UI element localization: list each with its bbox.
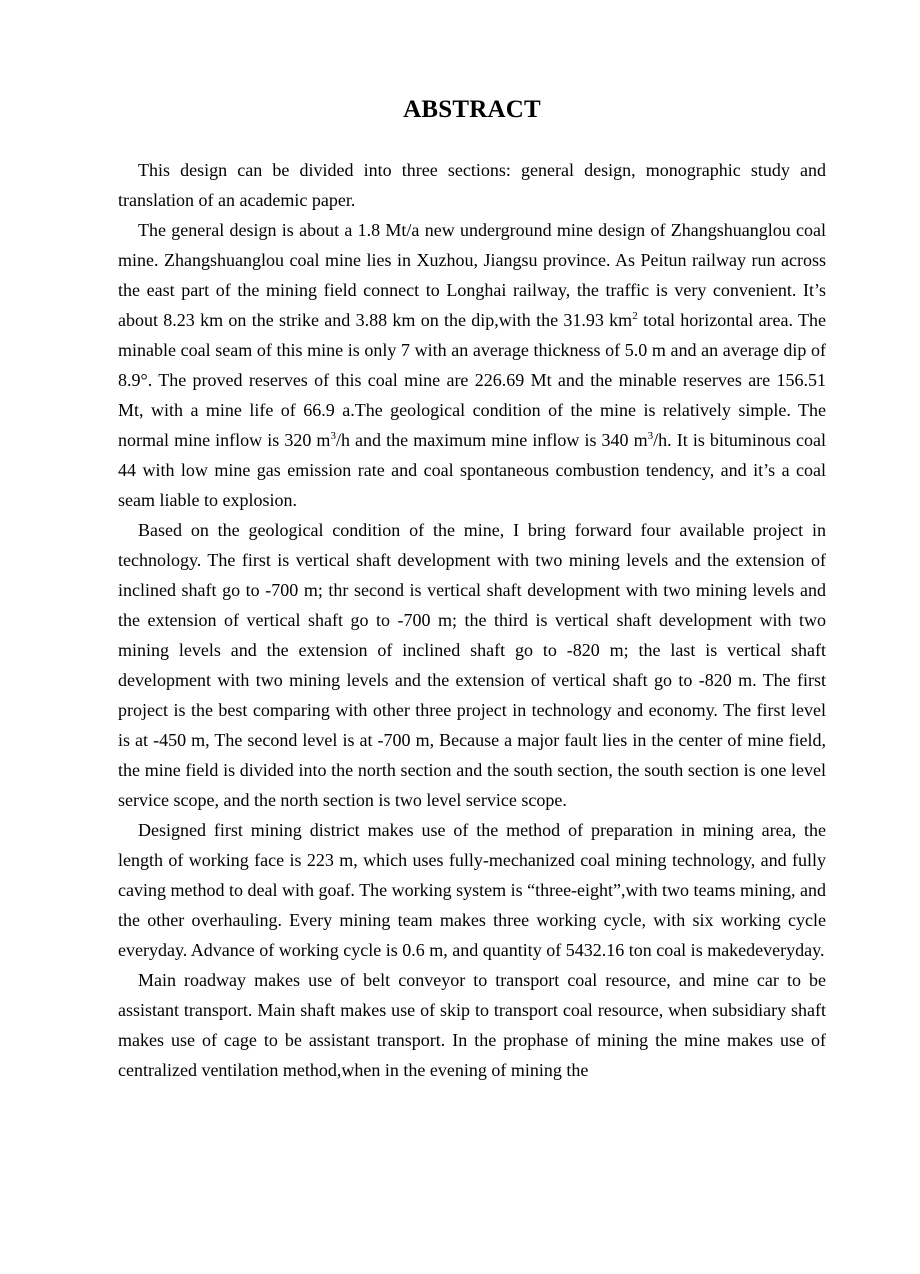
abstract-body: [118, 155, 826, 1085]
paragraph-mining-district: [118, 815, 826, 965]
text-run: Main roadway makes use of belt conveyor to transport coal resource, and mine car to be assistant transport. Main shaft makes use of skip to transport coal resource, when subsidiary shaft makes use of cage to be assistant transport. In the prophase of mining the mine makes use of centralized ventilation method,when in the evening of mining the: [118, 970, 826, 1080]
text-run: Based on the geological condition of the mine, I bring forward four available project in technology. The first is vertical shaft development with two mining levels and the extension of inclined shaft go to -700 m; thr second is vertical shaft development with two mining levels and the extension of vertical shaft go to -700 m; the third is vertical shaft development with two mining levels and the extension of inclined shaft go to -820 m; the last is vertical shaft development with two mining levels and the extension of vertical shaft go to -820 m. The first project is the best comparing with other three project in technology and economy. The first level is at -450 m, The second level is at -700 m, Because a major fault lies in the center of mine field, the mine field is divided into the north section and the south section, the south section is one level service scope, and the north section is two level service scope.: [118, 520, 826, 810]
paragraph-general-design: [118, 215, 826, 515]
text-run: total horizontal area. The minable coal seam of this mine is only 7 with an average thickness of 5.0 m and an average dip of 8.9°. The proved reserves of this coal mine are 226.69 Mt and the minable reserves are 156.51 Mt, with a mine life of 66.9 a.The geological condition of the mine is relatively simple. The normal mine inflow is 320 m: [118, 310, 826, 450]
text-run: This design can be divided into three sections: general design, monographic study and translation of an academic paper.: [118, 160, 826, 210]
paragraph-transport: [118, 965, 826, 1085]
paragraph-project-selection: [118, 515, 826, 815]
paragraph-intro: [118, 155, 826, 215]
page-title: ABSTRACT: [403, 96, 541, 123]
text-run: /h and the maximum mine inflow is 340 m: [335, 430, 648, 450]
text-run: The general design is about a 1.8 Mt/a new underground mine design of Zhangshuanglou coal mine. Zhangshuanglou coal mine lies in Xuzhou, Jiangsu province. As Peitun railway run across the east part of the mining field connect to Longhai railway, the traffic is very convenient. It’s about 8.23 km on the strike and 3.88 km on the dip,with the 31.93 km: [118, 220, 826, 330]
superscript: 3: [647, 430, 654, 442]
text-run: /h. It is bituminous coal 44 with low mine gas emission rate and coal spontaneous combustion tendency, and it’s a coal seam liable to explosion.: [118, 430, 826, 510]
text-run: Designed first mining district makes use of the method of preparation in mining area, the length of working face is 223 m, which uses fully-mechanized coal mining technology, and fully caving method to deal with goaf. The working system is “three-eight”,with two teams mining, and the other overhauling. Every mining team makes three working cycle, with six working cycle everyday. Advance of working cycle is 0.6 m, and quantity of 5432.16 ton coal is makedeveryday.: [118, 820, 827, 960]
superscript: 3: [330, 430, 336, 442]
superscript: 2: [632, 310, 638, 322]
